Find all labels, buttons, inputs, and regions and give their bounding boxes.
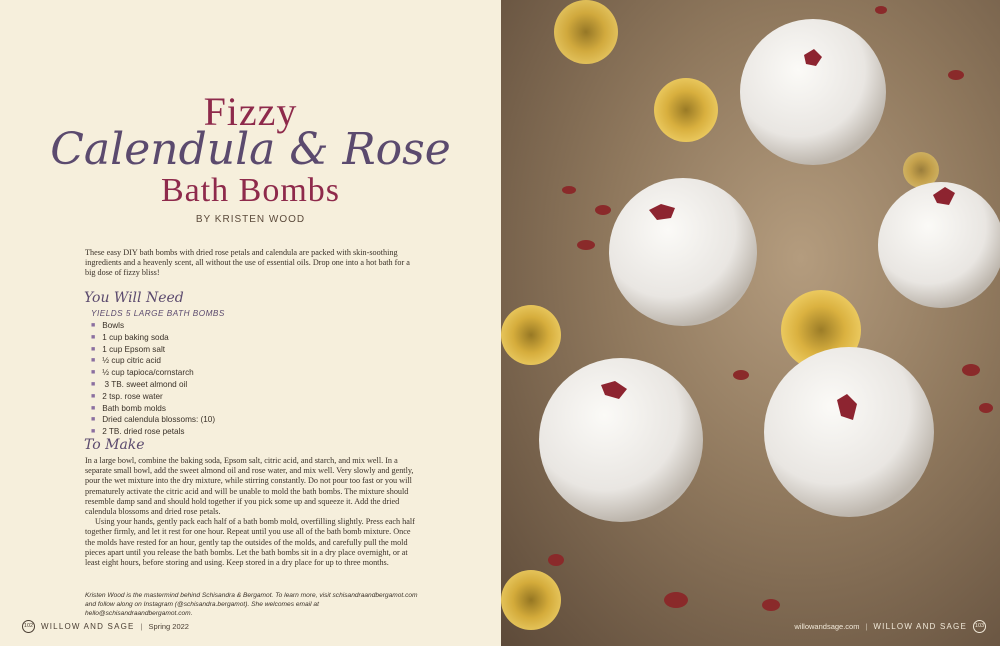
ingredient-item: ■ 2 TB. dried rose petals (91, 427, 215, 439)
bath-bomb (539, 19, 1000, 522)
method-paragraph-2: Using your hands, gently pack each half of a bath bomb mold, overfilling slightly. Press each half together firmly, and let it rest for one hour. Repeat until you use all of the bath bomb mixture. Once the molds have rested for an hour, gently tap the outsides of the molds, and carefully pull the mold pieces apart until you release the bath bombs. Let the bath bombs sit in a dry place overnight, or at least eight hours, before storing and using. Keep stored in a dry place for up to three months. (85, 517, 415, 568)
right-page-photo (501, 0, 1000, 646)
ingredient-list (91, 321, 215, 439)
method-paragraph-1: In a large bowl, combine the baking soda, Epsom salt, citric acid, and starch, and mix well. In a separate small bowl, add the sweet almond oil and rose water, and mix well. Very slowly and gently, pour the wet mixture into the dry mixture, while stirring constantly. Do not pour too fast or you will prematurely activate the citric acid and will be unable to mold the bath bombs. The mixture should resemble damp sand and should hold together if you pick some up and squeeze it. Add the dried calendula blossoms and dried rose petals. (85, 456, 414, 517)
byline: BY KRISTEN WOOD (195, 214, 306, 225)
you-will-need-heading: You Will Need (84, 290, 184, 306)
author-bio: Kristen Wood is the mastermind behind Schisandra & Bergamot. To learn more, visit schisandraandbergamot.com and follow along on Instagram (@schisandra.bergamot). She welcomes email at hello@schisandraandbergamot.com. (85, 592, 418, 617)
method-text (85, 456, 420, 568)
footer-issue: Spring 2022 (148, 622, 189, 631)
footer-website: willowandsage.com (794, 622, 860, 631)
ingredient-item: ■ 3 TB. sweet almond oil (91, 380, 215, 392)
ingredient-item: ■ Bowls (91, 321, 215, 333)
title-line-3: Bath Bombs (160, 172, 341, 209)
left-footer (22, 620, 189, 633)
title-line-2: Calendula & Rose (50, 124, 451, 175)
page-number-badge: 102 (22, 620, 35, 633)
footer-brand: WILLOW AND SAGE (873, 622, 967, 631)
ingredient-item: ■ ½ cup tapioca/cornstarch (91, 368, 215, 380)
ingredient-item: ■ 2 tsp. rose water (91, 392, 215, 404)
footer-separator: | (140, 622, 143, 631)
ingredient-item: ■ 1 cup Epsom salt (91, 345, 215, 357)
intro-paragraph: These easy DIY bath bombs with dried rose petals and calendula are packed with skin-soothing ingredients and a heavenly scent, all without the use of essential oils. Drop one into a hot bath for a big dose of fizzy bliss! (85, 248, 410, 278)
ingredient-item: ■ Bath bomb molds (91, 404, 215, 416)
title-line-1: Fizzy (203, 89, 298, 134)
ingredient-item: ■ Dried calendula blossoms: (10) (91, 415, 215, 427)
page-number-badge: 103 (973, 620, 986, 633)
ingredient-item: ■ ½ cup citric acid (91, 356, 215, 368)
footer-brand: WILLOW AND SAGE (41, 622, 135, 631)
yields-line: YIELDS 5 LARGE BATH BOMBS (91, 309, 225, 318)
right-footer (794, 620, 986, 633)
footer-separator: | (865, 622, 868, 631)
ingredient-item: ■ 1 cup baking soda (91, 333, 215, 345)
bath-bombs-photo (501, 0, 1000, 646)
to-make-heading: To Make (84, 437, 145, 453)
